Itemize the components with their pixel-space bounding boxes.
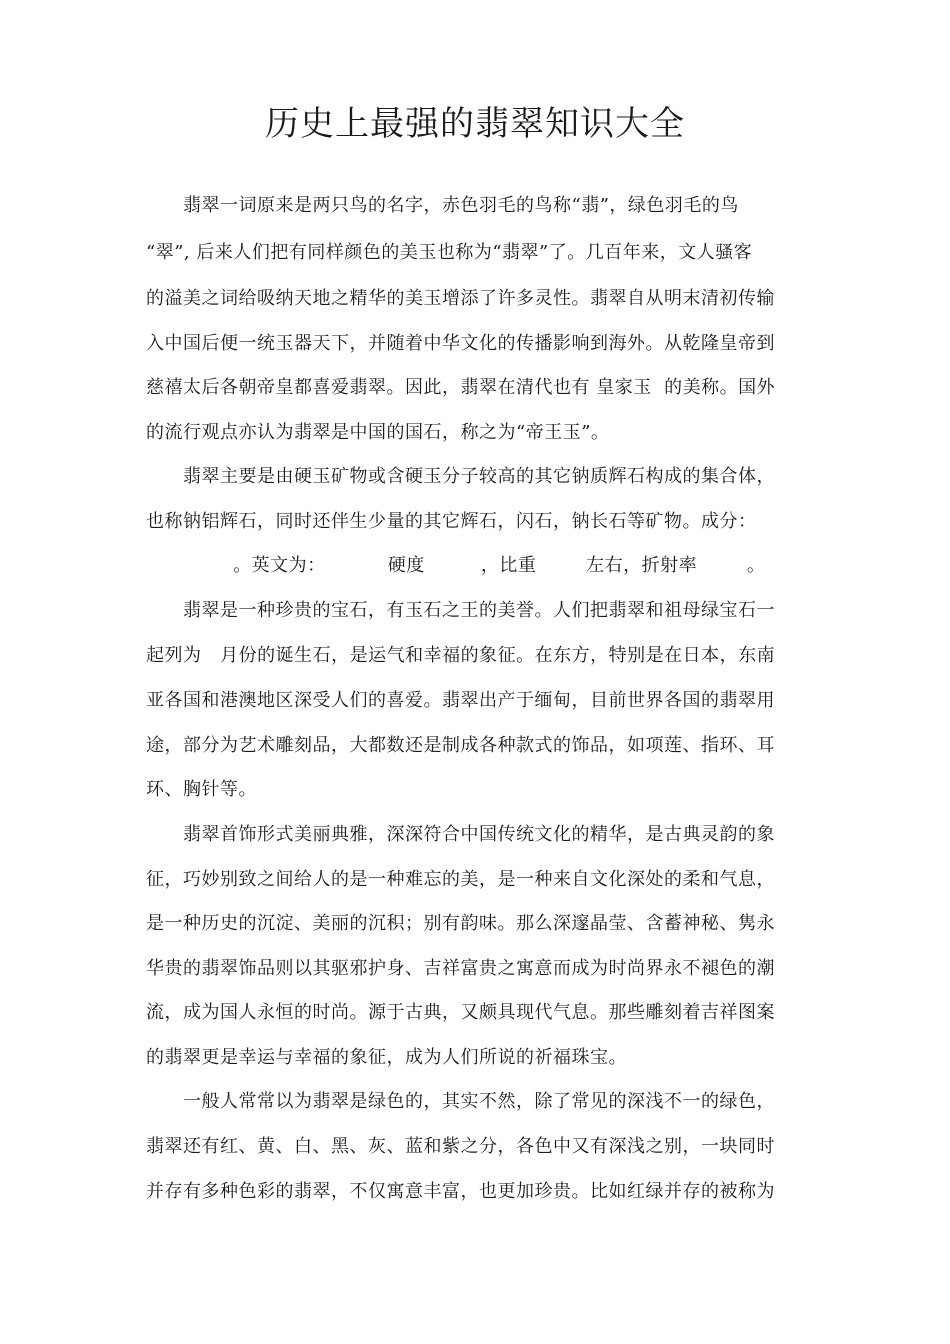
- text-line: 翡翠主要是由硬玉矿物或含硬玉分子较高的其它钠质辉石构成的集合体，: [146, 466, 775, 487]
- text-line: 慈禧太后各朝帝皇都喜爱翡翠。因此，翡翠在清代也有 皇家玉 的美称。国外: [146, 377, 776, 398]
- text-line: “翠”, 后来人们把有同样颜色的美玉也称为“翡翠”了。几百年来，文人骚客: [146, 242, 753, 263]
- text-line: 的溢美之词给吸纳天地之精华的美玉增添了许多灵性。翡翠自从明末清初传输: [146, 288, 775, 309]
- text-line: 的翡翠更是幸运与幸福的象征，成为人们所说的祈福珠宝。: [146, 1047, 627, 1068]
- text-line: 途，部分为艺术雕刻品，大都数还是制成各种款式的饰品，如项莲、指环、耳: [146, 735, 775, 756]
- text-line: 征，巧妙别致之间给人的是一种难忘的美，是一种来自文化深处的柔和气息，: [146, 869, 775, 890]
- text-line: 翡翠一词原来是两只鸟的名字，赤色羽毛的鸟称“翡”，绿色羽毛的鸟: [146, 195, 739, 216]
- text-line: 华贵的翡翠饰品则以其驱邪护身、吉祥富贵之寓意而成为时尚界永不褪色的潮: [146, 958, 775, 979]
- text-line: 入中国后便一统玉器天下，并随着中华文化的传播影响到海外。从乾隆皇帝到: [146, 333, 775, 354]
- text-line: 是一种历史的沉淀、美丽的沉积；别有韵味。那么深邃晶莹、含蓄神秘、隽永: [146, 913, 775, 934]
- text-line: 流，成为国人永恒的时尚。源于古典，又颇具现代气息。那些雕刻着吉祥图案: [146, 1002, 775, 1023]
- text-line: 翡翠还有红、黄、白、黑、灰、蓝和紫之分，各色中又有深浅之别，一块同时: [146, 1136, 775, 1157]
- text-line: 起列为 月份的诞生石，是运气和幸福的象征。在东方，特别是在日本，东南: [146, 645, 776, 666]
- text-line: 并存有多种色彩的翡翠，不仅寓意丰富，也更加珍贵。比如红绿并存的被称为: [146, 1181, 775, 1202]
- text-line: 翡翠首饰形式美丽典雅，深深符合中国传统文化的精华，是古典灵韵的象: [146, 824, 775, 845]
- text-line: 一般人常常以为翡翠是绿色的，其实不然，除了常见的深浅不一的绿色，: [146, 1091, 775, 1112]
- text-line: 环、胸针等。: [146, 779, 257, 800]
- text-line: 的流行观点亦认为翡翠是中国的国石，称之为“帝王玉”。: [146, 422, 610, 443]
- text-line: 亚各国和港澳地区深受人们的喜爱。翡翠出产于缅甸，目前世界各国的翡翠用: [146, 690, 775, 711]
- text-line: 。英文为： 硬度 ，比重 左右，折射率 。: [146, 555, 766, 576]
- text-line: 也称钠铝辉石，同时还伴生少量的其它辉石，闪石，钠长石等矿物。成分：: [146, 511, 757, 532]
- page-title: 历史上最强的翡翠知识大全: [265, 104, 685, 144]
- text-line: 翡翠是一种珍贵的宝石，有玉石之王的美誉。人们把翡翠和祖母绿宝石一: [146, 600, 775, 621]
